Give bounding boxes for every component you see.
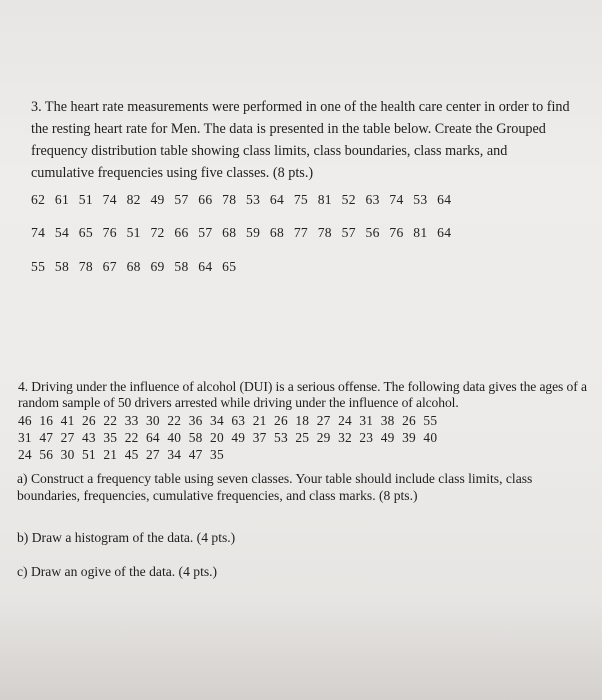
question-3-data-row-2: 74 54 65 76 51 72 66 57 68 59 68 77 78 57 56 76 81 64 xyxy=(31,225,452,240)
question-4-data-row-1: 46 16 41 26 22 33 30 22 36 34 63 21 26 18 27 24 31 38 26 55 xyxy=(18,413,438,428)
question-4-text: 4. Driving under the influence of alcohol (DUI) is a serious offense. The following data gives the ages of a random sample of 50 drivers arrested while driving under the influence of alcohol. xyxy=(18,379,587,410)
question-4-data-row-2: 31 47 27 43 35 22 64 40 58 20 49 37 53 25 29 32 23 49 39 40 xyxy=(18,430,438,445)
question-3-text: 3. The heart rate measurements were performed in one of the health care center in order to find the resting heart rate for Men. The data is presented in the table below. Create the Grouped frequency distribution table showing class limits, class boundaries, class marks, and cumulative frequencies using five classes. (8 pts.) xyxy=(31,99,570,181)
page-shadow xyxy=(0,600,602,700)
question-3-data-row-1: 62 61 51 74 82 49 57 66 78 53 64 75 81 52 63 74 53 64 xyxy=(31,192,452,207)
question-3-data-row-3: 55 58 78 67 68 69 58 64 65 xyxy=(31,259,237,274)
question-4-part-c: c) Draw an ogive of the data. (4 pts.) xyxy=(17,564,218,579)
question-4-data-row-3: 24 56 30 51 21 45 27 34 47 35 xyxy=(18,447,224,462)
question-4-part-a: a) Construct a frequency table using seven classes. Your table should include class limits, class boundaries, frequencies, cumulative frequencies, and class marks. (8 pts.) xyxy=(17,471,533,503)
question-4-part-b: b) Draw a histogram of the data. (4 pts.) xyxy=(17,530,236,545)
